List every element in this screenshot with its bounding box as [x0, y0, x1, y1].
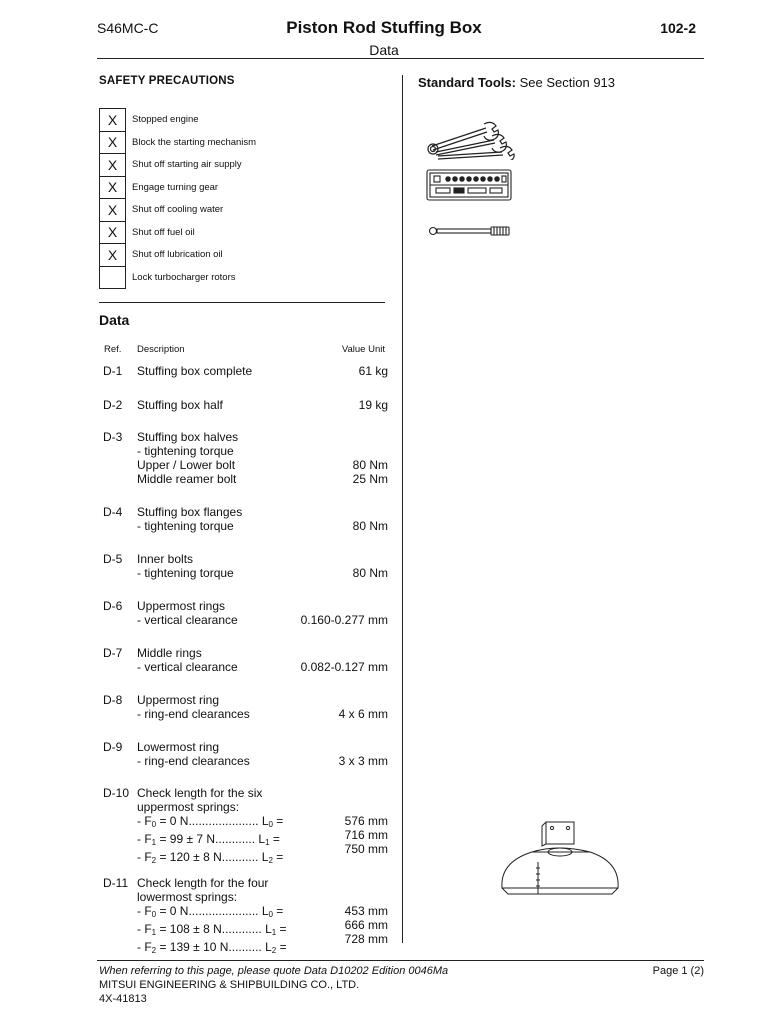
data-values: [260, 505, 388, 533]
tool-box-icon: [426, 169, 512, 201]
description-line: Check length for the four: [137, 876, 269, 890]
safety-checklist: [99, 108, 353, 289]
page-code: 102-2: [660, 20, 696, 36]
company-name: MITSUI ENGINEERING & SHIPBUILDING CO., LTD.: [99, 979, 360, 991]
stuffing-box-half-drawing: [498, 818, 622, 898]
value-unit: 453 mm: [344, 904, 388, 918]
safety-checkbox: X: [100, 176, 126, 199]
data-ref: D-8: [103, 693, 123, 707]
description-line: Uppermost ring: [137, 693, 220, 707]
column-divider: [402, 75, 403, 943]
value-unit: 728 mm: [344, 932, 388, 946]
data-ref: D-5: [103, 552, 123, 566]
description-line: - ring-end clearances: [137, 754, 250, 768]
description-line: - $F_1 = 99 \pm 7$ N............ $L_1$ =: [137, 832, 280, 847]
description-line: lowermost springs:: [137, 890, 238, 904]
safety-item-label: Shut off lubrication oil: [132, 249, 223, 261]
safety-checkbox: X: [100, 131, 126, 154]
data-values: [260, 786, 388, 856]
page-number: Page 1 (2): [652, 965, 704, 977]
data-ref: D-4: [103, 505, 123, 519]
value-unit: [260, 786, 388, 800]
data-ref: D-9: [103, 740, 123, 754]
safety-item: [100, 199, 353, 222]
value-unit: 0.160-0.277 mm: [300, 613, 388, 627]
value-unit: 4 x 6 mm: [338, 707, 388, 721]
value-unit: [260, 552, 388, 566]
data-description: [137, 599, 238, 627]
data-values: [260, 646, 388, 674]
description-line: Stuffing box complete: [137, 364, 253, 378]
data-values: [260, 430, 388, 486]
description-line: - $F_2 = 120 \pm 8$ N........... $L_2$ =: [137, 850, 284, 865]
safety-checkbox: [100, 266, 126, 289]
page-subtitle: Data: [369, 42, 399, 58]
data-ref: D-7: [103, 646, 123, 660]
value-unit: 25 Nm: [352, 472, 388, 486]
wrench-set-icon: [424, 116, 518, 160]
data-ref: D-10: [103, 786, 130, 800]
description-line: - $F_1 = 108 \pm 8$ N............ $L_1$ =: [137, 922, 287, 937]
description-line: - $F_0 = 0$ N..................... $L_0$ =: [137, 904, 284, 919]
safety-checkbox: X: [100, 154, 126, 177]
data-section-title: Data: [99, 312, 130, 328]
data-description: [137, 740, 250, 768]
value-unit: 19 kg: [358, 398, 388, 412]
data-ref: D-1: [103, 364, 123, 378]
data-description: [137, 505, 242, 533]
description-line: - tightening torque: [137, 444, 234, 458]
value-unit: [260, 646, 388, 660]
value-unit: [260, 890, 388, 904]
column-header-value-unit: Value Unit: [341, 344, 385, 355]
description-line: Upper / Lower bolt: [137, 458, 236, 472]
value-unit: 750 mm: [344, 842, 388, 856]
data-description: [137, 398, 223, 412]
safety-precautions-title: SAFETY PRECAUTIONS: [99, 75, 235, 87]
safety-item-label: Lock turbocharger rotors: [132, 271, 236, 283]
value-unit: [260, 505, 388, 519]
data-values: [260, 693, 388, 721]
description-line: Stuffing box half: [137, 398, 223, 412]
safety-item-label: Engage turning gear: [132, 181, 219, 193]
value-unit: 80 Nm: [352, 566, 388, 580]
data-values: [260, 398, 388, 412]
data-values: [260, 599, 388, 627]
safety-item: [100, 221, 353, 244]
description-line: Inner bolts: [137, 552, 194, 566]
safety-checkbox: X: [100, 109, 126, 132]
data-values: [260, 364, 388, 378]
description-line: Middle reamer bolt: [137, 472, 237, 486]
value-unit: [260, 693, 388, 707]
value-unit: 666 mm: [344, 918, 388, 932]
page-title: Piston Rod Stuffing Box: [286, 18, 482, 37]
footer-rule: [97, 960, 704, 961]
safety-item: [100, 109, 353, 132]
description-line: Middle rings: [137, 646, 202, 660]
value-unit: 61 kg: [358, 364, 388, 378]
engine-model: S46MC-C: [97, 20, 159, 36]
safety-item: [100, 244, 353, 267]
value-unit: [260, 444, 388, 458]
safety-checkbox: X: [100, 244, 126, 267]
value-unit: 716 mm: [344, 828, 388, 842]
footer-quote-reference: When referring to this page, please quote Data D10202 Edition 0046Ma: [99, 965, 449, 977]
safety-item-label: Shut off starting air supply: [132, 159, 242, 171]
value-unit: [260, 599, 388, 613]
safety-checkbox: X: [100, 199, 126, 222]
safety-item-label: Shut off fuel oil: [132, 226, 195, 238]
data-ref: D-2: [103, 398, 123, 412]
value-unit: 80 Nm: [352, 519, 388, 533]
safety-rule: [99, 302, 385, 303]
safety-item-label: Shut off cooling water: [132, 204, 224, 216]
description-line: - tightening torque: [137, 566, 234, 580]
column-header-ref: Ref.: [104, 344, 122, 355]
safety-checkbox: X: [100, 221, 126, 244]
data-description: [137, 430, 238, 486]
value-unit: [260, 800, 388, 814]
data-values: [260, 552, 388, 580]
value-unit: 80 Nm: [352, 458, 388, 472]
data-ref: D-11: [103, 876, 129, 890]
standard-tools-label: Standard Tools:: [418, 75, 516, 90]
description-line: Lowermost ring: [137, 740, 220, 754]
description-line: Stuffing box halves: [137, 430, 239, 444]
data-description: [137, 693, 250, 721]
document-number: 4X-41813: [99, 993, 147, 1005]
data-description: [137, 364, 252, 378]
data-values: [260, 740, 388, 768]
standard-tools-heading: [418, 75, 615, 90]
data-ref: D-6: [103, 599, 123, 613]
value-unit: 576 mm: [344, 814, 388, 828]
data-ref: D-3: [103, 430, 123, 444]
safety-item: [100, 154, 353, 177]
description-line: - vertical clearance: [137, 613, 238, 627]
description-line: - ring-end clearances: [137, 707, 250, 721]
header-rule: [97, 58, 704, 59]
value-unit: [260, 430, 388, 444]
value-unit: [260, 740, 388, 754]
data-description: [137, 552, 234, 580]
description-line: - $F_2 = 139 \pm 10$ N.......... $L_2$ =: [137, 940, 287, 955]
description-line: - vertical clearance: [137, 660, 238, 674]
standard-tools-reference: See Section 913: [519, 75, 616, 90]
description-line: - $F_0 = 0$ N..................... $L_0$ =: [137, 814, 284, 829]
safety-item: [100, 176, 353, 199]
data-values: [260, 876, 388, 946]
description-line: Uppermost rings: [137, 599, 226, 613]
description-line: Check length for the six: [137, 786, 263, 800]
value-unit: 0.082-0.127 mm: [300, 660, 388, 674]
safety-item-label: Stopped engine: [132, 114, 199, 126]
description-line: uppermost springs:: [137, 800, 240, 814]
safety-item: [100, 266, 353, 289]
description-line: - tightening torque: [137, 519, 234, 533]
description-line: Stuffing box flanges: [137, 505, 243, 519]
column-header-description: Description: [137, 344, 185, 355]
torque-wrench-icon: [428, 225, 512, 237]
safety-item-label: Block the starting mechanism: [132, 136, 257, 148]
value-unit: [260, 876, 388, 890]
value-unit: 3 x 3 mm: [338, 754, 388, 768]
data-description: [137, 646, 238, 674]
safety-item: [100, 131, 353, 154]
